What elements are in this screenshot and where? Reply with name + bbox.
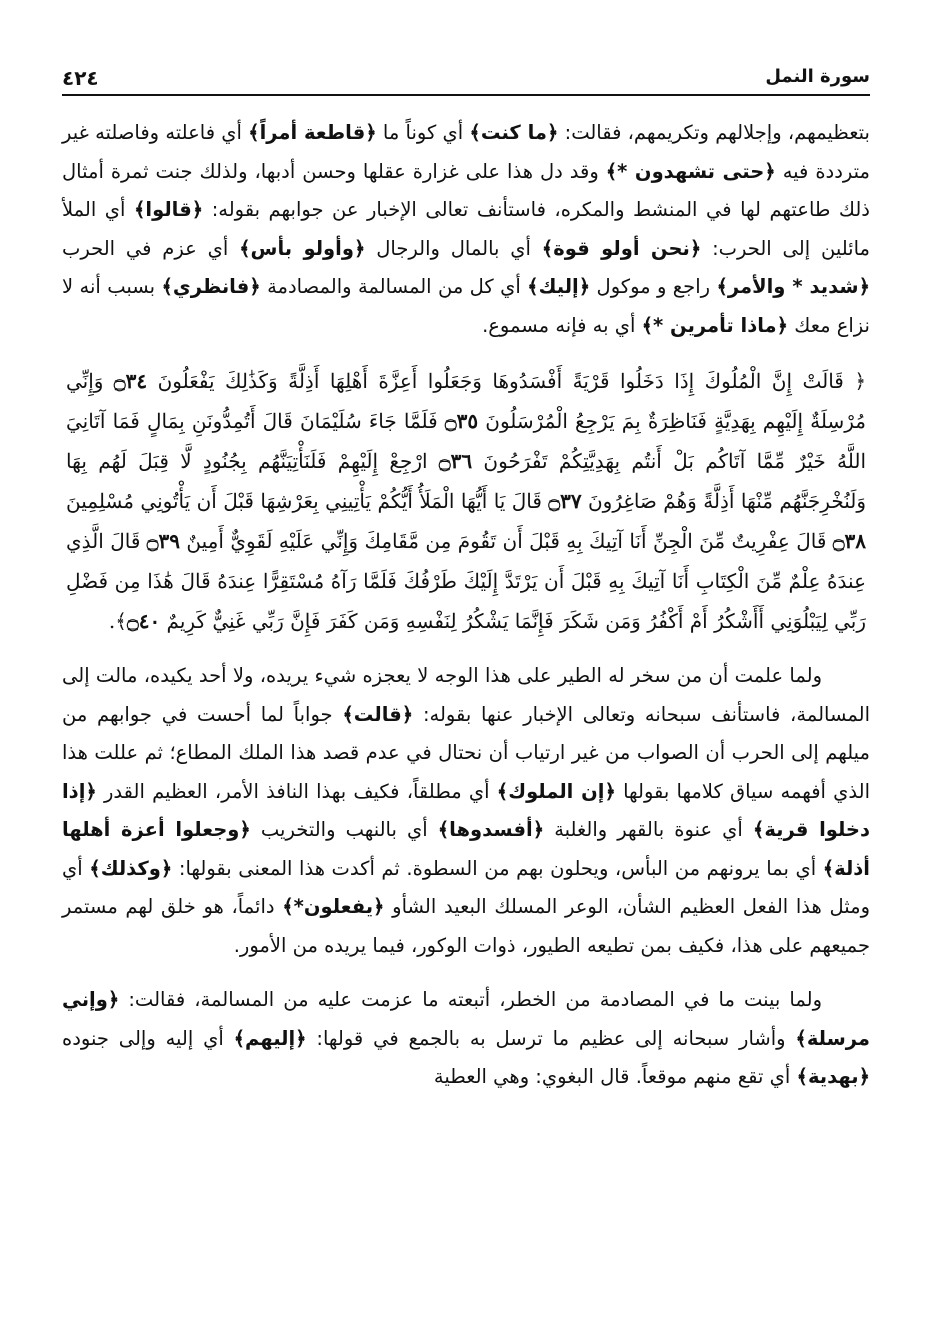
commentary-text: أي الملأ مائلين إلى الحرب: xyxy=(62,198,870,260)
verse-38: قَالَ يَا أَيُّهَا الْمَلَأُ أَيُّكُمْ يَأْتِينِي بِعَرْشِهَا قَبْلَ أَن يَأْتُونِي مُسْلِمِينَ xyxy=(66,489,542,513)
commentary-paragraph-1 xyxy=(62,114,870,345)
verse-number-39: ۝٣٩ xyxy=(146,529,180,553)
quran-quote: ﴿وإني مرسلة﴾ xyxy=(62,988,870,1050)
page-number: ٤٢٤ xyxy=(62,66,99,90)
verse-34: قَالَتْ إِنَّ الْمُلُوكَ إِذَا دَخَلُوا قَرْيَةً أَفْسَدُوهَا وَجَعَلُوا أَعِزَّةَ أَهْلِهَا أَذِلَّةً وَكَذَٰلِكَ يَفْعَلُونَ xyxy=(157,369,844,393)
verse-36: فَلَمَّا جَاءَ سُلَيْمَانَ قَالَ أَتُمِدُّونَنِ بِمَالٍ فَمَا آتَانِيَ اللَّهُ خَيْرٌ مِّمَّا آتَاكُم بَلْ أَنتُم بِهَدِيَّتِكُمْ تَفْرَحُونَ xyxy=(66,409,867,473)
quran-quote: ﴿قالت﴾ xyxy=(342,702,414,726)
commentary-text: أي تقع منهم موقعاً. قال البغوي: وهي العطية xyxy=(433,1065,797,1088)
commentary-text: أي كوناً ما xyxy=(376,121,470,144)
commentary-text: أي إليه وإلى جنوده xyxy=(62,1026,234,1050)
commentary-text: أي كل من المسالمة والمصادمة xyxy=(260,275,528,298)
commentary-text: راجع و موكول xyxy=(590,275,717,298)
page-header xyxy=(62,60,870,94)
quran-verses-block xyxy=(62,361,870,641)
quran-quote: ﴿شديد * والأمر﴾ xyxy=(716,275,870,298)
quran-quote: ﴿نحن أولو قوة﴾ xyxy=(541,236,702,260)
verse-number-38: ۝٣٨ xyxy=(832,529,867,553)
verse-37: ارْجِعْ إِلَيْهِمْ فَلَنَأْتِيَنَّهُم بِجُنُودٍ لَّا قِبَلَ لَهُم بِهَا وَلَنُخْرِجَنَّهُم مِّنْهَا أَذِلَّةً وَهُمْ صَاغِرُونَ xyxy=(66,449,867,513)
quran-quote: ﴿وجعلوا أعزة أهلها أذلة﴾ xyxy=(62,818,870,880)
verse-number-35: ۝٣٥ xyxy=(444,409,479,433)
surah-title: سورة النمل xyxy=(765,66,870,87)
commentary-text: أي بالمال والرجال xyxy=(365,236,542,260)
commentary-text: وقد دل هذا على غزارة عقلها وحسن أدبها، ولذلك جنت ثمرة أمثال ذلك طاعتهم لها في المنشط والمكره، فاستأنف تعالى الإخبار عن جوابهم بقوله: xyxy=(62,159,870,221)
commentary-text: أي عزم في الحرب xyxy=(62,236,240,260)
spacer xyxy=(62,345,870,361)
commentary-text: أي عنوة بالقهر والغلبة xyxy=(544,818,753,841)
commentary-text: أي مطلقاً، فكيف بهذا النافذ الأمر، العظيم القدر xyxy=(96,779,497,803)
commentary-text: ولما علمت أن من سخر له الطير على هذا الوجه لا يعجزه شيء يريده، ولا أحد يكيده، مالت إلى المسالمة، فاستأنف سبحانه وتعالى الإخبار عنها بقوله: xyxy=(62,664,870,726)
commentary-paragraph-3 xyxy=(62,981,870,1097)
verse-number-36: ۝٣٦ xyxy=(438,449,473,473)
verse-number-34: ۝٣٤ xyxy=(113,369,148,393)
commentary-text: بسبب أنه لا نزاع معك xyxy=(62,275,870,337)
quran-quote: ﴿ماذا تأمرين *﴾ xyxy=(641,313,789,337)
commentary-text: وأشار سبحانه إلى عظيم ما ترسل به بالجمع في قولها: xyxy=(306,1026,796,1050)
header-rule xyxy=(62,94,870,96)
quran-quote: ﴿قالوا﴾ xyxy=(134,198,204,221)
quran-quote: ﴿وأولو بأس﴾ xyxy=(239,236,366,260)
quran-quote: ﴿قاطعة أمراً﴾ xyxy=(248,121,377,144)
quran-quote: ﴿إليك﴾ xyxy=(527,275,591,298)
quran-quote: ﴿بهدية﴾ xyxy=(796,1065,870,1088)
verse-close-bracket: ﴾. xyxy=(108,609,127,633)
verse-number-37: ۝٣٧ xyxy=(548,489,582,513)
quran-quote: ﴿أفسدوها﴾ xyxy=(437,818,545,841)
verse-40: قَالَ الَّذِي عِندَهُ عِلْمٌ مِّنَ الْكِتَابِ أَنَا آتِيكَ بِهِ قَبْلَ أَن يَرْتَدَّ إِلَيْكَ طَرْفُكَ فَلَمَّا رَآهُ مُسْتَقِرًّا عِندَهُ قَالَ هَٰذَا مِن فَضْلِ رَبِّي لِيَبْلُوَنِي أَأَشْكُرُ أَمْ أَكْفُرُ وَمَن شَكَرَ فَإِنَّمَا يَشْكُرُ لِنَفْسِهِ وَمَن كَفَرَ فَإِنَّ رَبِّي غَنِيٌّ كَرِيمٌ xyxy=(66,529,866,633)
commentary-text: دائماً، هو خلق لهم مستمر جميعهم على هذا، فكيف بمن تطيعه الطيور، ذوات الوكور، فيما يريده من الأمور. xyxy=(62,895,870,957)
commentary-text: جواباً لما أحست في جوابهم من ميلهم إلى الحرب أن الصواب من غير ارتياب أن نحتال في عدم قصد هذا الملك المطاع؛ ثم عللت هذا الذي أفهمه سياق كلامها بقولها xyxy=(62,702,870,803)
spacer xyxy=(62,641,870,657)
commentary-text: أي ومثل هذا الفعل العظيم الشأن، الوعر المسلك البعيد الشأو xyxy=(62,856,871,918)
verse-39: قَالَ عِفْرِيتٌ مِّنَ الْجِنِّ أَنَا آتِيكَ بِهِ قَبْلَ أَن تَقُومَ مِن مَّقَامِكَ وَإِنِّي عَلَيْهِ لَقَوِيٌّ أَمِينٌ xyxy=(186,529,827,553)
quran-quote: ﴿ما كنت﴾ xyxy=(469,121,559,144)
commentary-text: أي بما يرونهم من البأس، ويحلون بهم من السطوة. ثم أكدت هذا المعنى بقولها: xyxy=(172,856,823,880)
quran-quote: ﴿يفعلون*﴾ xyxy=(282,895,385,918)
commentary-text: بتعظيمهم، وإجلالهم وتكريمهم، فقالت: xyxy=(558,121,870,144)
commentary-paragraph-2 xyxy=(62,657,870,965)
commentary-text: أي بالنهب والتخريب xyxy=(250,818,438,841)
quran-quote: ﴿وكذلك﴾ xyxy=(89,856,173,880)
verse-35: وَإِنِّي مُرْسِلَةٌ إِلَيْهِم بِهَدِيَّةٍ فَنَاظِرَةٌ بِمَ يَرْجِعُ الْمُرْسَلُونَ xyxy=(66,369,867,433)
quran-quote: ﴿إليهم﴾ xyxy=(233,1026,307,1050)
commentary-text: أي به فإنه مسموع. xyxy=(482,313,642,337)
commentary-text: أي فاعلته وفاصلته غير مترددة فيه xyxy=(62,121,870,183)
verse-number-40: ۝٤٠ xyxy=(126,609,161,633)
quran-quote: ﴿إذا دخلوا قرية﴾ xyxy=(62,779,870,841)
book-page xyxy=(62,60,871,1088)
quran-quote: ﴿حتى تشهدون *﴾ xyxy=(605,159,776,183)
verse-open-bracket: ﴿ xyxy=(854,369,867,393)
commentary-text: ولما بينت ما في المصادمة من الخطر، أتبعته ما عزمت عليه من المسالمة، فقالت: xyxy=(119,988,822,1011)
quran-quote: ﴿فانظري﴾ xyxy=(161,275,261,298)
page-body xyxy=(62,114,870,1097)
quran-quote: ﴿إن الملوك﴾ xyxy=(496,779,616,803)
spacer xyxy=(62,965,870,981)
